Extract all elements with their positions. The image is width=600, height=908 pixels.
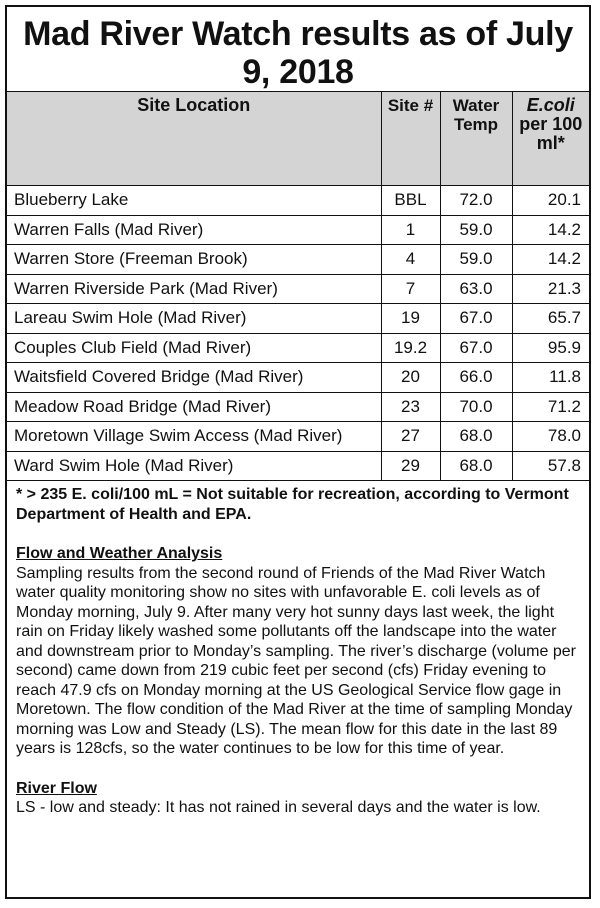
cell-site-location: Lareau Swim Hole (Mad River) (7, 304, 381, 334)
cell-ecoli: 14.2 (512, 215, 589, 245)
table-row (7, 304, 589, 334)
results-table (7, 91, 589, 481)
cell-site-location: Waitsfield Covered Bridge (Mad River) (7, 363, 381, 393)
cell-ecoli: 65.7 (512, 304, 589, 334)
table-row (7, 186, 589, 216)
cell-water-temp: 70.0 (440, 392, 512, 422)
header-ecoli-unit: per 100 ml* (519, 114, 583, 153)
cell-site-number: 27 (381, 422, 440, 452)
cell-site-location: Blueberry Lake (7, 186, 381, 216)
cell-site-number: 1 (381, 215, 440, 245)
table-row (7, 333, 589, 363)
river-flow-heading: River Flow (16, 779, 97, 797)
cell-water-temp: 67.0 (440, 304, 512, 334)
analysis-heading: Flow and Weather Analysis (16, 545, 223, 562)
table-row (7, 422, 589, 452)
header-site-location: Site Location (7, 92, 381, 186)
results-panel (5, 5, 591, 899)
river-flow-body: LS - low and steady: It has not rained in several days and the water is low. (16, 799, 541, 816)
cell-site-location: Warren Riverside Park (Mad River) (7, 274, 381, 304)
notes-section (7, 481, 589, 818)
analysis-body: Sampling results from the second round of Friends of the Mad River Watch water quality monitoring show no sites with unfavorable E. coli levels as of Monday morning, July 9. After many very hot sunny days last week, the light rain on Friday likely washed some pollutants off the landscape into the water and downstream prior to Monday’s sampling. The river’s discharge (volume per second) came down from 219 cubic feet per second (cfs) Friday evening to reach 47.9 cfs on Monday morning at the US Geological Service flow gage in Moretown. The flow condition of the Mad River at the time of sampling Monday morning was Low and Steady (LS). The mean flow for this date in the last 89 years is 128cfs, so the water continues to be low for this time of year. (16, 564, 576, 757)
table-row (7, 215, 589, 245)
cell-water-temp: 59.0 (440, 245, 512, 275)
cell-site-number: 19.2 (381, 333, 440, 363)
cell-site-number: BBL (381, 186, 440, 216)
cell-water-temp: 68.0 (440, 451, 512, 481)
cell-site-number: 20 (381, 363, 440, 393)
table-row (7, 392, 589, 422)
cell-site-location: Warren Store (Freeman Brook) (7, 245, 381, 275)
cell-site-number: 4 (381, 245, 440, 275)
cell-water-temp: 59.0 (440, 215, 512, 245)
cell-ecoli: 14.2 (512, 245, 589, 275)
cell-site-number: 7 (381, 274, 440, 304)
cell-ecoli: 78.0 (512, 422, 589, 452)
header-water-temp: Water Temp (440, 92, 512, 186)
header-ecoli (512, 92, 589, 186)
cell-site-location: Warren Falls (Mad River) (7, 215, 381, 245)
cell-ecoli: 95.9 (512, 333, 589, 363)
cell-site-location: Ward Swim Hole (Mad River) (7, 451, 381, 481)
cell-ecoli: 21.3 (512, 274, 589, 304)
table-row (7, 274, 589, 304)
cell-water-temp: 68.0 (440, 422, 512, 452)
cell-ecoli: 71.2 (512, 392, 589, 422)
header-ecoli-label: E.coli (526, 95, 575, 115)
cell-site-number: 23 (381, 392, 440, 422)
table-row (7, 245, 589, 275)
cell-ecoli: 11.8 (512, 363, 589, 393)
footnote: * > 235 E. coli/100 mL = Not suitable for recreation, according to Vermont Department of Health and EPA. (16, 486, 569, 523)
cell-site-location: Moretown Village Swim Access (Mad River) (7, 422, 381, 452)
cell-ecoli: 57.8 (512, 451, 589, 481)
cell-site-location: Couples Club Field (Mad River) (7, 333, 381, 363)
table-row (7, 451, 589, 481)
cell-water-temp: 67.0 (440, 333, 512, 363)
page-title: Mad River Watch results as of July 9, 2018 (23, 15, 573, 91)
cell-water-temp: 63.0 (440, 274, 512, 304)
cell-water-temp: 72.0 (440, 186, 512, 216)
table-row (7, 363, 589, 393)
cell-site-location: Meadow Road Bridge (Mad River) (7, 392, 381, 422)
cell-site-number: 19 (381, 304, 440, 334)
cell-site-number: 29 (381, 451, 440, 481)
header-site-number: Site # (381, 92, 440, 186)
cell-ecoli: 20.1 (512, 186, 589, 216)
cell-water-temp: 66.0 (440, 363, 512, 393)
